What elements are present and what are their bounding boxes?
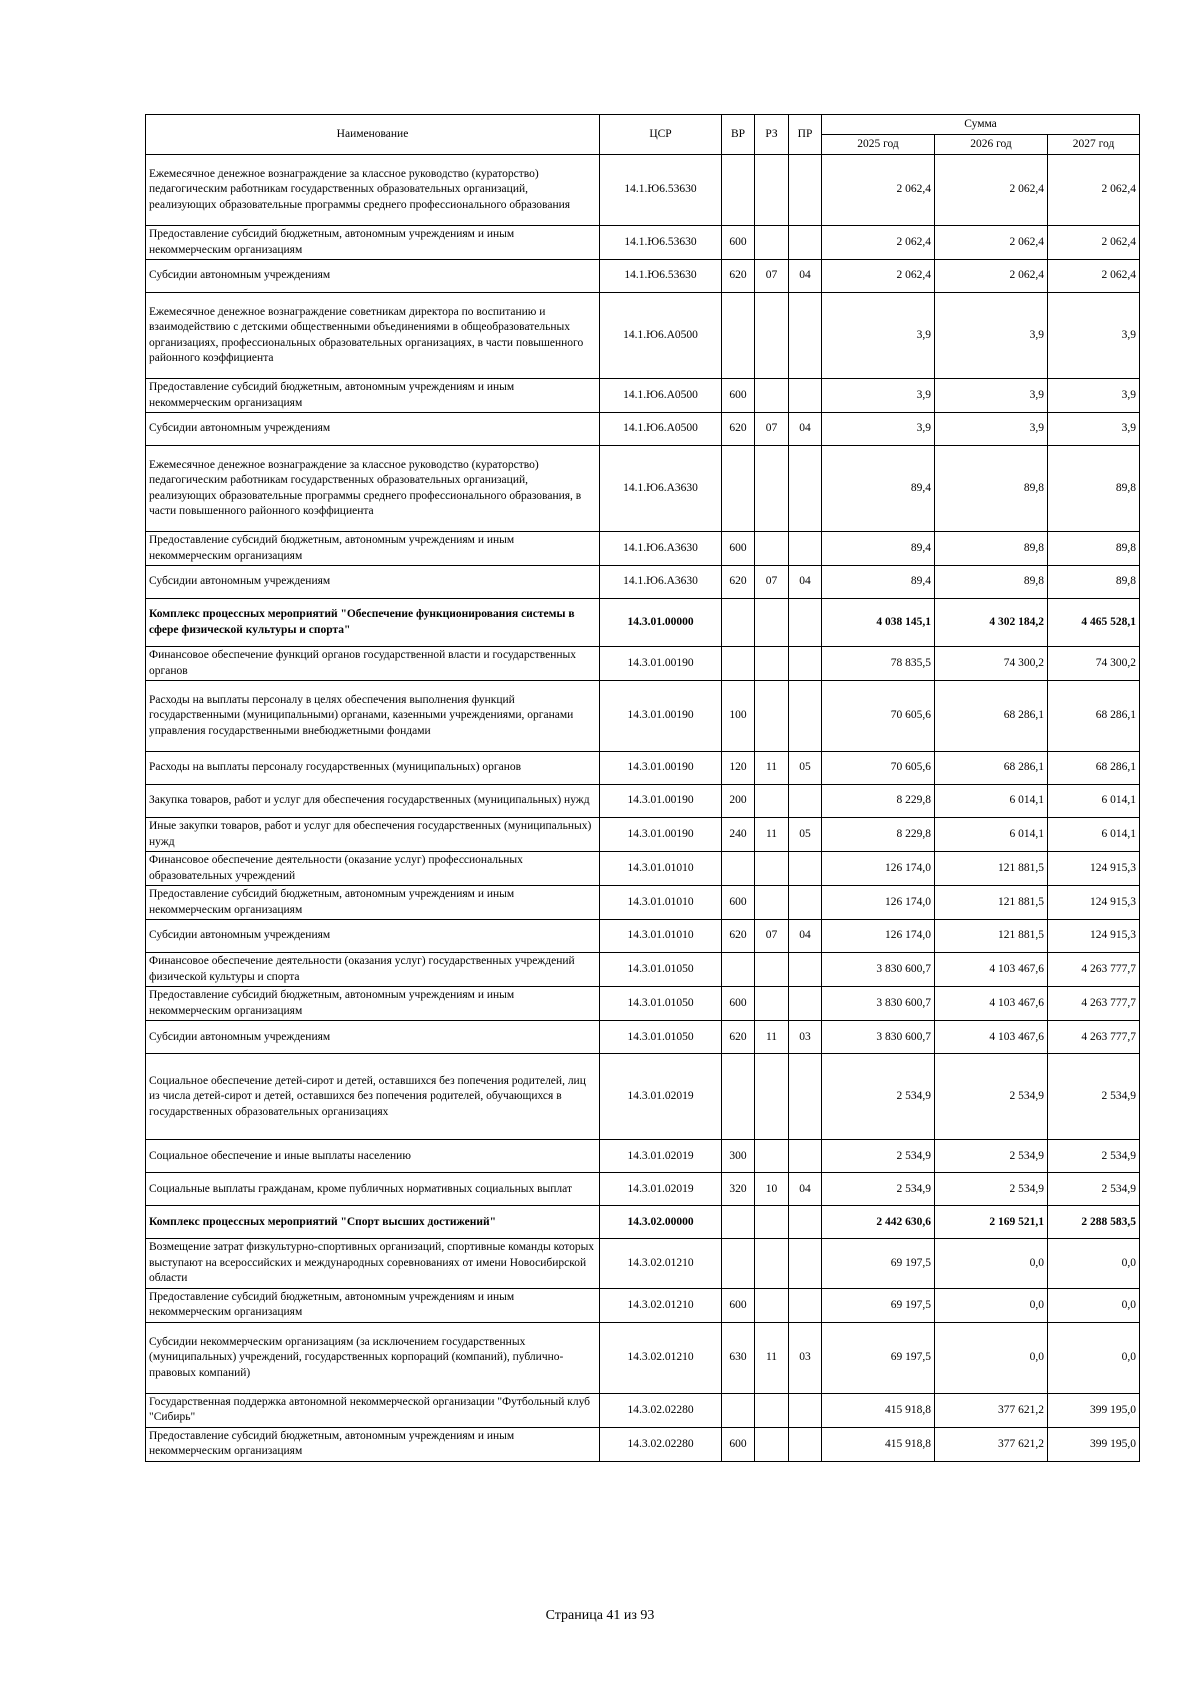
table-row bbox=[146, 987, 1140, 1021]
row-csr: 14.3.01.01010 bbox=[600, 886, 722, 920]
row-sum-2025: 4 038 145,1 bbox=[822, 599, 935, 647]
row-pr bbox=[789, 1140, 822, 1173]
row-vr bbox=[722, 293, 755, 379]
row-csr: 14.3.01.00190 bbox=[600, 647, 722, 681]
row-sum-2027: 3,9 bbox=[1048, 379, 1140, 413]
row-sum-2027: 4 465 528,1 bbox=[1048, 599, 1140, 647]
row-sum-2026: 121 881,5 bbox=[935, 920, 1048, 953]
table-row bbox=[146, 953, 1140, 987]
row-sum-2027: 89,8 bbox=[1048, 566, 1140, 599]
header-vr: ВР bbox=[722, 115, 755, 155]
row-sum-2027: 68 286,1 bbox=[1048, 681, 1140, 752]
row-sum-2025: 8 229,8 bbox=[822, 785, 935, 818]
row-rz bbox=[755, 1288, 789, 1322]
table-row bbox=[146, 752, 1140, 785]
row-name: Иные закупки товаров, работ и услуг для обеспечения государственных (муниципальных) нужд bbox=[146, 818, 600, 852]
row-sum-2025: 415 918,8 bbox=[822, 1427, 935, 1461]
row-sum-2025: 3 830 600,7 bbox=[822, 1021, 935, 1054]
row-rz: 07 bbox=[755, 566, 789, 599]
table-row bbox=[146, 379, 1140, 413]
row-sum-2026: 74 300,2 bbox=[935, 647, 1048, 681]
row-sum-2025: 89,4 bbox=[822, 532, 935, 566]
table-row bbox=[146, 1054, 1140, 1140]
table-row bbox=[146, 260, 1140, 293]
row-sum-2027: 2 534,9 bbox=[1048, 1054, 1140, 1140]
row-csr: 14.3.01.00190 bbox=[600, 752, 722, 785]
row-rz bbox=[755, 1140, 789, 1173]
row-pr bbox=[789, 379, 822, 413]
row-vr bbox=[722, 647, 755, 681]
row-sum-2026: 121 881,5 bbox=[935, 852, 1048, 886]
header-sum: Сумма bbox=[822, 115, 1140, 135]
row-sum-2026: 2 534,9 bbox=[935, 1173, 1048, 1206]
row-sum-2027: 2 534,9 bbox=[1048, 1173, 1140, 1206]
row-sum-2027: 3,9 bbox=[1048, 293, 1140, 379]
row-sum-2027: 89,8 bbox=[1048, 532, 1140, 566]
row-rz bbox=[755, 647, 789, 681]
row-sum-2026: 3,9 bbox=[935, 413, 1048, 446]
row-sum-2026: 68 286,1 bbox=[935, 681, 1048, 752]
row-sum-2026: 4 302 184,2 bbox=[935, 599, 1048, 647]
row-csr: 14.3.01.02019 bbox=[600, 1173, 722, 1206]
row-vr bbox=[722, 1393, 755, 1427]
row-pr bbox=[789, 1393, 822, 1427]
row-sum-2026: 3,9 bbox=[935, 379, 1048, 413]
row-vr: 600 bbox=[722, 886, 755, 920]
row-rz: 11 bbox=[755, 1322, 789, 1393]
table-row bbox=[146, 1173, 1140, 1206]
row-csr: 14.3.01.01050 bbox=[600, 953, 722, 987]
row-rz bbox=[755, 1393, 789, 1427]
row-rz bbox=[755, 886, 789, 920]
row-sum-2026: 6 014,1 bbox=[935, 818, 1048, 852]
row-vr: 200 bbox=[722, 785, 755, 818]
header-rz: РЗ bbox=[755, 115, 789, 155]
row-csr: 14.3.02.01210 bbox=[600, 1322, 722, 1393]
budget-table bbox=[145, 114, 1140, 1462]
row-csr: 14.1.Ю6.А0500 bbox=[600, 293, 722, 379]
row-pr: 03 bbox=[789, 1021, 822, 1054]
table-body bbox=[146, 155, 1140, 1462]
table-row bbox=[146, 566, 1140, 599]
row-csr: 14.3.01.00190 bbox=[600, 681, 722, 752]
row-rz: 07 bbox=[755, 260, 789, 293]
row-sum-2026: 89,8 bbox=[935, 532, 1048, 566]
row-rz bbox=[755, 1427, 789, 1461]
table-row bbox=[146, 1322, 1140, 1393]
row-name: Предоставление субсидий бюджетным, автономным учреждениям и иным некоммерческим организациям bbox=[146, 987, 600, 1021]
header-row bbox=[146, 115, 1140, 135]
row-vr: 600 bbox=[722, 987, 755, 1021]
row-name: Ежемесячное денежное вознаграждение советникам директора по воспитанию и взаимодействию с детскими общественными объединениями в общеобразовательных организациях, профессиональных образовательных организациях, в части повышенного районного коэффициента bbox=[146, 293, 600, 379]
row-sum-2026: 2 169 521,1 bbox=[935, 1206, 1048, 1239]
row-sum-2027: 6 014,1 bbox=[1048, 785, 1140, 818]
row-csr: 14.3.02.00000 bbox=[600, 1206, 722, 1239]
table-row bbox=[146, 1427, 1140, 1461]
row-pr bbox=[789, 953, 822, 987]
row-sum-2027: 0,0 bbox=[1048, 1288, 1140, 1322]
row-pr bbox=[789, 226, 822, 260]
row-vr bbox=[722, 446, 755, 532]
row-pr bbox=[789, 1288, 822, 1322]
row-sum-2026: 89,8 bbox=[935, 566, 1048, 599]
row-csr: 14.1.Ю6.А0500 bbox=[600, 413, 722, 446]
row-sum-2027: 0,0 bbox=[1048, 1239, 1140, 1289]
row-sum-2027: 124 915,3 bbox=[1048, 886, 1140, 920]
row-rz: 07 bbox=[755, 413, 789, 446]
row-pr bbox=[789, 852, 822, 886]
row-sum-2025: 126 174,0 bbox=[822, 852, 935, 886]
row-sum-2027: 74 300,2 bbox=[1048, 647, 1140, 681]
row-csr: 14.3.01.02019 bbox=[600, 1054, 722, 1140]
row-rz bbox=[755, 987, 789, 1021]
row-rz bbox=[755, 852, 789, 886]
row-name: Субсидии автономным учреждениям bbox=[146, 1021, 600, 1054]
header-year-2025: 2025 год bbox=[822, 135, 935, 155]
row-sum-2025: 2 062,4 bbox=[822, 155, 935, 226]
row-name: Социальные выплаты гражданам, кроме публичных нормативных социальных выплат bbox=[146, 1173, 600, 1206]
row-vr bbox=[722, 852, 755, 886]
table-row bbox=[146, 532, 1140, 566]
row-vr: 600 bbox=[722, 226, 755, 260]
row-sum-2025: 2 534,9 bbox=[822, 1173, 935, 1206]
row-vr: 620 bbox=[722, 920, 755, 953]
row-sum-2025: 3 830 600,7 bbox=[822, 953, 935, 987]
row-csr: 14.1.Ю6.А3630 bbox=[600, 532, 722, 566]
row-csr: 14.1.Ю6.А3630 bbox=[600, 446, 722, 532]
row-rz bbox=[755, 1206, 789, 1239]
row-name: Предоставление субсидий бюджетным, автономным учреждениям и иным некоммерческим организациям bbox=[146, 532, 600, 566]
row-sum-2025: 70 605,6 bbox=[822, 752, 935, 785]
row-vr: 600 bbox=[722, 1427, 755, 1461]
table-row bbox=[146, 852, 1140, 886]
row-sum-2025: 69 197,5 bbox=[822, 1322, 935, 1393]
row-csr: 14.3.01.01010 bbox=[600, 920, 722, 953]
row-pr bbox=[789, 987, 822, 1021]
table-row bbox=[146, 647, 1140, 681]
row-name: Расходы на выплаты персоналу государственных (муниципальных) органов bbox=[146, 752, 600, 785]
row-pr bbox=[789, 599, 822, 647]
row-pr bbox=[789, 1054, 822, 1140]
row-sum-2026: 377 621,2 bbox=[935, 1427, 1048, 1461]
row-name: Комплекс процессных мероприятий "Спорт высших достижений" bbox=[146, 1206, 600, 1239]
row-sum-2025: 89,4 bbox=[822, 566, 935, 599]
row-sum-2027: 6 014,1 bbox=[1048, 818, 1140, 852]
row-sum-2026: 2 534,9 bbox=[935, 1054, 1048, 1140]
row-name: Предоставление субсидий бюджетным, автономным учреждениям и иным некоммерческим организациям bbox=[146, 886, 600, 920]
row-sum-2027: 4 263 777,7 bbox=[1048, 953, 1140, 987]
row-pr: 04 bbox=[789, 920, 822, 953]
row-pr bbox=[789, 1239, 822, 1289]
row-name: Предоставление субсидий бюджетным, автономным учреждениям и иным некоммерческим организациям bbox=[146, 1427, 600, 1461]
row-rz bbox=[755, 785, 789, 818]
row-csr: 14.3.01.01010 bbox=[600, 852, 722, 886]
row-rz bbox=[755, 681, 789, 752]
row-csr: 14.1.Ю6.53630 bbox=[600, 155, 722, 226]
row-csr: 14.1.Ю6.А0500 bbox=[600, 379, 722, 413]
row-csr: 14.3.01.01050 bbox=[600, 1021, 722, 1054]
row-vr bbox=[722, 1239, 755, 1289]
table-row bbox=[146, 1288, 1140, 1322]
row-sum-2027: 2 062,4 bbox=[1048, 155, 1140, 226]
row-vr: 620 bbox=[722, 566, 755, 599]
row-sum-2026: 2 062,4 bbox=[935, 155, 1048, 226]
row-pr bbox=[789, 446, 822, 532]
row-sum-2025: 2 442 630,6 bbox=[822, 1206, 935, 1239]
row-sum-2025: 2 062,4 bbox=[822, 260, 935, 293]
row-sum-2026: 3,9 bbox=[935, 293, 1048, 379]
row-vr: 300 bbox=[722, 1140, 755, 1173]
row-rz: 11 bbox=[755, 1021, 789, 1054]
page-number: Страница 41 из 93 bbox=[545, 1608, 655, 1623]
row-pr bbox=[789, 647, 822, 681]
row-rz: 11 bbox=[755, 752, 789, 785]
row-pr bbox=[789, 886, 822, 920]
row-sum-2025: 78 835,5 bbox=[822, 647, 935, 681]
row-sum-2027: 2 534,9 bbox=[1048, 1140, 1140, 1173]
row-pr: 04 bbox=[789, 566, 822, 599]
row-sum-2025: 3,9 bbox=[822, 293, 935, 379]
row-vr bbox=[722, 1054, 755, 1140]
row-csr: 14.1.Ю6.А3630 bbox=[600, 566, 722, 599]
row-rz bbox=[755, 1054, 789, 1140]
row-pr: 04 bbox=[789, 1173, 822, 1206]
row-pr bbox=[789, 532, 822, 566]
row-vr: 320 bbox=[722, 1173, 755, 1206]
row-vr bbox=[722, 155, 755, 226]
row-csr: 14.3.01.00000 bbox=[600, 599, 722, 647]
row-pr bbox=[789, 681, 822, 752]
row-name: Комплекс процессных мероприятий "Обеспечение функционирования системы в сфере физической культуры и спорта" bbox=[146, 599, 600, 647]
row-vr: 120 bbox=[722, 752, 755, 785]
row-sum-2027: 2 062,4 bbox=[1048, 226, 1140, 260]
row-vr: 620 bbox=[722, 260, 755, 293]
row-pr: 03 bbox=[789, 1322, 822, 1393]
header-name: Наименование bbox=[146, 115, 600, 155]
row-name: Социальное обеспечение и иные выплаты населению bbox=[146, 1140, 600, 1173]
row-name: Финансовое обеспечение функций органов государственной власти и государственных органов bbox=[146, 647, 600, 681]
row-rz: 07 bbox=[755, 920, 789, 953]
table-row bbox=[146, 785, 1140, 818]
row-name: Субсидии некоммерческим организациям (за исключением государственных (муниципальных) учреждений, государственных корпораций (компаний), публично-правовых компаний) bbox=[146, 1322, 600, 1393]
row-name: Субсидии автономным учреждениям bbox=[146, 413, 600, 446]
row-sum-2026: 0,0 bbox=[935, 1322, 1048, 1393]
row-name: Ежемесячное денежное вознаграждение за классное руководство (кураторство) педагогическим работникам государственных образовательных организаций, реализующих образовательные программы среднего профессионального образования, в части повышенного районного коэффициента bbox=[146, 446, 600, 532]
row-csr: 14.3.01.00190 bbox=[600, 818, 722, 852]
row-pr: 04 bbox=[789, 260, 822, 293]
row-sum-2026: 377 621,2 bbox=[935, 1393, 1048, 1427]
header-csr: ЦСР bbox=[600, 115, 722, 155]
row-sum-2025: 69 197,5 bbox=[822, 1288, 935, 1322]
table-row bbox=[146, 599, 1140, 647]
row-vr bbox=[722, 953, 755, 987]
table-row bbox=[146, 155, 1140, 226]
row-sum-2026: 2 062,4 bbox=[935, 260, 1048, 293]
row-sum-2025: 3,9 bbox=[822, 413, 935, 446]
row-name: Субсидии автономным учреждениям bbox=[146, 566, 600, 599]
row-vr: 100 bbox=[722, 681, 755, 752]
row-vr bbox=[722, 599, 755, 647]
row-sum-2027: 3,9 bbox=[1048, 413, 1140, 446]
row-sum-2025: 3,9 bbox=[822, 379, 935, 413]
row-name: Субсидии автономным учреждениям bbox=[146, 920, 600, 953]
row-name: Предоставление субсидий бюджетным, автономным учреждениям и иным некоммерческим организациям bbox=[146, 379, 600, 413]
table-row bbox=[146, 1021, 1140, 1054]
table-row bbox=[146, 413, 1140, 446]
row-pr bbox=[789, 785, 822, 818]
row-vr: 620 bbox=[722, 1021, 755, 1054]
row-sum-2026: 89,8 bbox=[935, 446, 1048, 532]
table-row bbox=[146, 886, 1140, 920]
row-sum-2027: 68 286,1 bbox=[1048, 752, 1140, 785]
row-csr: 14.1.Ю6.53630 bbox=[600, 226, 722, 260]
row-sum-2027: 4 263 777,7 bbox=[1048, 987, 1140, 1021]
row-sum-2026: 0,0 bbox=[935, 1288, 1048, 1322]
row-rz bbox=[755, 532, 789, 566]
row-rz: 11 bbox=[755, 818, 789, 852]
row-name: Субсидии автономным учреждениям bbox=[146, 260, 600, 293]
row-csr: 14.3.02.02280 bbox=[600, 1427, 722, 1461]
row-sum-2027: 399 195,0 bbox=[1048, 1427, 1140, 1461]
table-row bbox=[146, 1393, 1140, 1427]
row-sum-2025: 70 605,6 bbox=[822, 681, 935, 752]
row-rz bbox=[755, 446, 789, 532]
row-sum-2026: 4 103 467,6 bbox=[935, 1021, 1048, 1054]
table-row bbox=[146, 293, 1140, 379]
row-sum-2026: 121 881,5 bbox=[935, 886, 1048, 920]
table-row bbox=[146, 818, 1140, 852]
row-csr: 14.3.01.02019 bbox=[600, 1140, 722, 1173]
table-row bbox=[146, 1206, 1140, 1239]
row-sum-2025: 126 174,0 bbox=[822, 886, 935, 920]
row-rz bbox=[755, 226, 789, 260]
row-pr bbox=[789, 1206, 822, 1239]
table-row bbox=[146, 1140, 1140, 1173]
row-sum-2026: 2 534,9 bbox=[935, 1140, 1048, 1173]
row-sum-2025: 415 918,8 bbox=[822, 1393, 935, 1427]
row-rz bbox=[755, 293, 789, 379]
row-vr: 600 bbox=[722, 1288, 755, 1322]
header-year-2026: 2026 год bbox=[935, 135, 1048, 155]
row-sum-2027: 2 062,4 bbox=[1048, 260, 1140, 293]
row-name: Предоставление субсидий бюджетным, автономным учреждениям и иным некоммерческим организациям bbox=[146, 1288, 600, 1322]
row-sum-2025: 2 534,9 bbox=[822, 1054, 935, 1140]
table-row bbox=[146, 1239, 1140, 1289]
row-name: Возмещение затрат физкультурно-спортивных организаций, спортивные команды которых выступают на всероссийских и международных соревнованиях от имени Новосибирской области bbox=[146, 1239, 600, 1289]
row-pr: 04 bbox=[789, 413, 822, 446]
row-csr: 14.3.02.02280 bbox=[600, 1393, 722, 1427]
row-rz bbox=[755, 953, 789, 987]
row-pr bbox=[789, 155, 822, 226]
table-row bbox=[146, 920, 1140, 953]
row-sum-2025: 126 174,0 bbox=[822, 920, 935, 953]
row-sum-2027: 124 915,3 bbox=[1048, 852, 1140, 886]
row-csr: 14.3.02.01210 bbox=[600, 1288, 722, 1322]
row-sum-2027: 89,8 bbox=[1048, 446, 1140, 532]
row-name: Финансовое обеспечение деятельности (оказания услуг) государственных учреждений физической культуры и спорта bbox=[146, 953, 600, 987]
row-rz bbox=[755, 599, 789, 647]
row-sum-2027: 124 915,3 bbox=[1048, 920, 1140, 953]
row-vr: 620 bbox=[722, 413, 755, 446]
row-sum-2025: 89,4 bbox=[822, 446, 935, 532]
row-name: Расходы на выплаты персоналу в целях обеспечения выполнения функций государственными (муниципальными) органами, казенными учреждениями, органами управления государственными внебюджетными фондами bbox=[146, 681, 600, 752]
row-sum-2025: 69 197,5 bbox=[822, 1239, 935, 1289]
row-sum-2026: 0,0 bbox=[935, 1239, 1048, 1289]
row-csr: 14.3.01.01050 bbox=[600, 987, 722, 1021]
row-name: Социальное обеспечение детей-сирот и детей, оставшихся без попечения родителей, лиц из числа детей-сирот и детей, оставшихся без попечения родителей, обучающихся в государственных образовательных организациях bbox=[146, 1054, 600, 1140]
header-pr: ПР bbox=[789, 115, 822, 155]
row-rz bbox=[755, 155, 789, 226]
row-name: Ежемесячное денежное вознаграждение за классное руководство (кураторство) педагогическим работникам государственных образовательных организаций, реализующих образовательные программы среднего профессионального образования bbox=[146, 155, 600, 226]
row-sum-2026: 4 103 467,6 bbox=[935, 953, 1048, 987]
row-sum-2025: 3 830 600,7 bbox=[822, 987, 935, 1021]
row-sum-2026: 2 062,4 bbox=[935, 226, 1048, 260]
row-csr: 14.1.Ю6.53630 bbox=[600, 260, 722, 293]
row-sum-2025: 2 062,4 bbox=[822, 226, 935, 260]
row-csr: 14.3.02.01210 bbox=[600, 1239, 722, 1289]
row-pr bbox=[789, 1427, 822, 1461]
row-vr: 630 bbox=[722, 1322, 755, 1393]
row-sum-2027: 399 195,0 bbox=[1048, 1393, 1140, 1427]
row-rz bbox=[755, 379, 789, 413]
row-sum-2027: 0,0 bbox=[1048, 1322, 1140, 1393]
row-rz: 10 bbox=[755, 1173, 789, 1206]
row-pr: 05 bbox=[789, 818, 822, 852]
row-sum-2027: 2 288 583,5 bbox=[1048, 1206, 1140, 1239]
row-vr bbox=[722, 1206, 755, 1239]
row-vr: 600 bbox=[722, 379, 755, 413]
row-name: Предоставление субсидий бюджетным, автономным учреждениям и иным некоммерческим организациям bbox=[146, 226, 600, 260]
row-name: Закупка товаров, работ и услуг для обеспечения государственных (муниципальных) нужд bbox=[146, 785, 600, 818]
table-row bbox=[146, 681, 1140, 752]
row-sum-2027: 4 263 777,7 bbox=[1048, 1021, 1140, 1054]
header-year-2027: 2027 год bbox=[1048, 135, 1140, 155]
row-vr: 600 bbox=[722, 532, 755, 566]
row-sum-2026: 68 286,1 bbox=[935, 752, 1048, 785]
row-sum-2025: 8 229,8 bbox=[822, 818, 935, 852]
table-row bbox=[146, 226, 1140, 260]
row-name: Государственная поддержка автономной некоммерческой организации "Футбольный клуб "Сибирь" bbox=[146, 1393, 600, 1427]
row-sum-2025: 2 534,9 bbox=[822, 1140, 935, 1173]
row-sum-2026: 6 014,1 bbox=[935, 785, 1048, 818]
row-rz bbox=[755, 1239, 789, 1289]
row-pr bbox=[789, 293, 822, 379]
row-sum-2026: 4 103 467,6 bbox=[935, 987, 1048, 1021]
row-name: Финансовое обеспечение деятельности (оказание услуг) профессиональных образовательных учреждений bbox=[146, 852, 600, 886]
row-csr: 14.3.01.00190 bbox=[600, 785, 722, 818]
table-row bbox=[146, 446, 1140, 532]
row-pr: 05 bbox=[789, 752, 822, 785]
row-vr: 240 bbox=[722, 818, 755, 852]
